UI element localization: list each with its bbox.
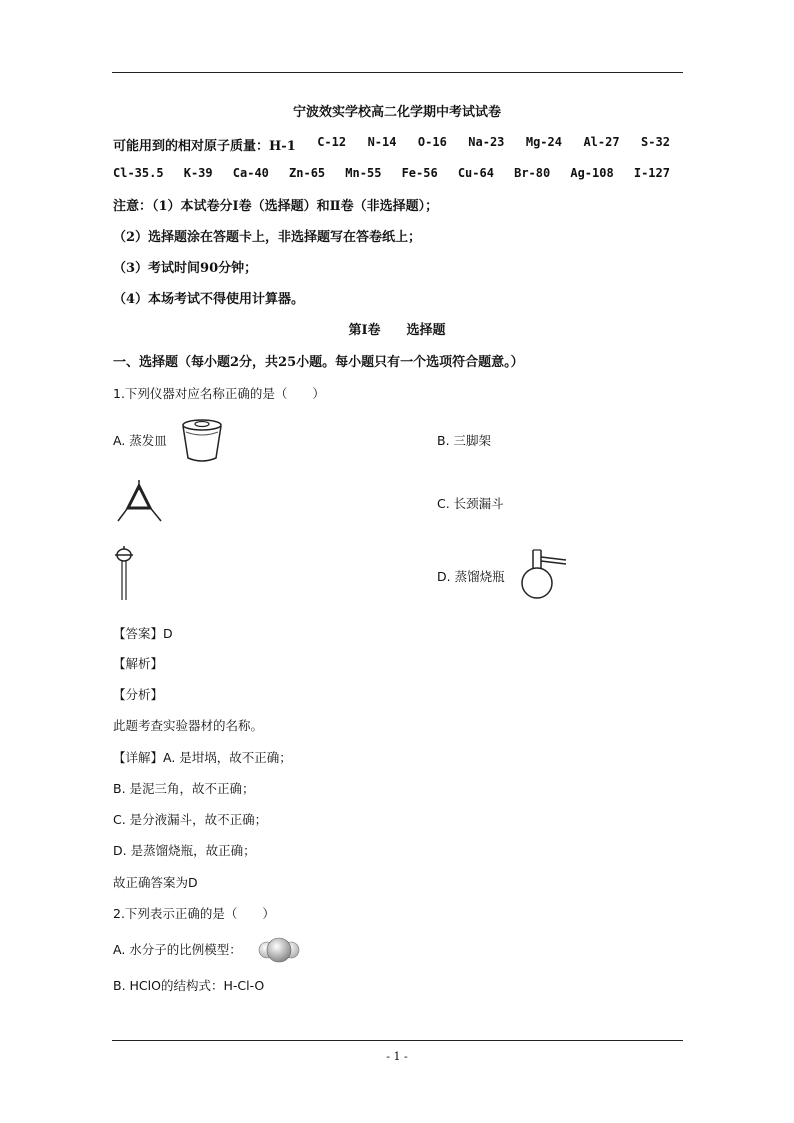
separatory-funnel-icon xyxy=(113,546,135,602)
section-instruction: 一、选择题（每小题2分，共25小题。每小题只有一个选项符合题意。） xyxy=(113,355,524,370)
q1-detail-c: C. 是分液漏斗，故不正确； xyxy=(113,812,268,827)
section-title: 第Ⅰ卷 选择题 xyxy=(348,323,446,338)
atomic-mass-item: Zn-65 xyxy=(289,166,326,180)
clay-triangle-icon xyxy=(113,480,165,524)
atomic-mass-item: Ag-108 xyxy=(570,166,614,180)
atomic-mass-item: N-14 xyxy=(367,135,397,149)
atomic-mass-row-2 xyxy=(113,166,670,180)
q1-detail-d: D. 是蒸馏烧瓶，故正确； xyxy=(113,843,256,858)
q1-option-c: C. 长颈漏斗 xyxy=(437,496,504,511)
atomic-mass-item: C-12 xyxy=(317,135,347,149)
atomic-mass-item: I-127 xyxy=(633,166,670,180)
note-4: （4）本场考试不得使用计算器。 xyxy=(113,292,305,307)
q1-option-a: A. 蒸发皿 xyxy=(113,433,167,448)
q1-detail-a: 【详解】A. 是坩埚，故不正确； xyxy=(113,750,292,765)
atomic-mass-item: S-32 xyxy=(641,135,670,149)
note-1: 注意：（1）本试卷分Ⅰ卷（选择题）和Ⅱ卷（非选择题）； xyxy=(113,199,439,214)
water-molecule-model-icon xyxy=(258,935,300,965)
atomic-mass-item: Cl-35.5 xyxy=(113,166,164,180)
note-2: （2）选择题涂在答题卡上，非选择题写在答卷纸上； xyxy=(113,230,422,245)
q1-option-b: B. 三脚架 xyxy=(437,433,492,448)
q1-analysis-heading: 【解析】 xyxy=(113,656,164,671)
q1-fenxi-heading: 【分析】 xyxy=(113,687,164,702)
crucible-icon xyxy=(180,418,224,464)
q2-option-a: A. 水分子的比例模型： xyxy=(113,942,242,957)
atomic-mass-item: O-16 xyxy=(417,135,447,149)
q2-option-b: B. HClO的结构式：H-Cl-O xyxy=(113,978,265,993)
atomic-mass-item: K-39 xyxy=(183,166,213,180)
atomic-mass-label: 可能用到的相对原子质量：H-1 xyxy=(113,139,296,154)
top-rule xyxy=(112,72,683,73)
q1-option-d: D. 蒸馏烧瓶 xyxy=(437,569,505,584)
atomic-mass-item: Al-27 xyxy=(583,135,620,149)
question-2-stem: 2.下列表示正确的是（ ） xyxy=(113,906,275,921)
question-1-stem: 1.下列仪器对应名称正确的是（ ） xyxy=(113,386,325,401)
q1-conclusion: 故正确答案为D xyxy=(113,875,198,890)
atomic-mass-item: Cu-64 xyxy=(457,166,494,180)
q1-detail-b: B. 是泥三角，故不正确； xyxy=(113,781,255,796)
atomic-mass-item: Ca-40 xyxy=(232,166,269,180)
atomic-mass-item: Fe-56 xyxy=(401,166,438,180)
page-title: 宁波效实学校高二化学期中考试试卷 xyxy=(292,105,501,120)
atomic-mass-item: Br-80 xyxy=(514,166,551,180)
q1-summary: 此题考查实验器材的名称。 xyxy=(113,718,264,733)
q1-answer: 【答案】D xyxy=(113,626,173,641)
atomic-mass-item: Mg-24 xyxy=(525,135,562,149)
bottom-rule xyxy=(112,1040,683,1041)
note-3: （3）考试时间90分钟； xyxy=(113,261,258,276)
atomic-mass-item: Na-23 xyxy=(468,135,505,149)
atomic-mass-row-1 xyxy=(113,135,670,154)
page-number: - 1 - xyxy=(386,1050,408,1063)
distillation-flask-icon xyxy=(520,548,570,600)
atomic-mass-item: Mn-55 xyxy=(345,166,382,180)
